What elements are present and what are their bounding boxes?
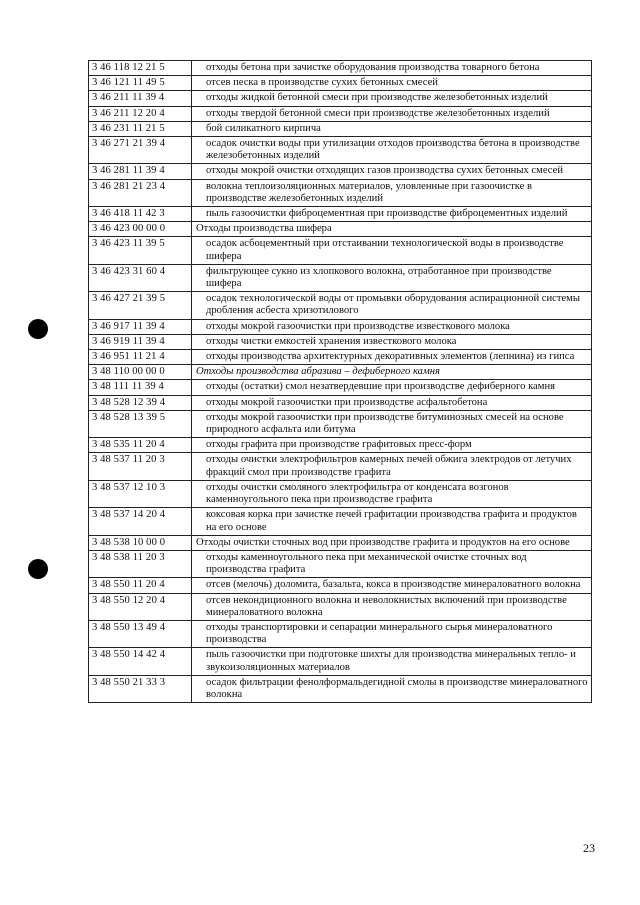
page-number: 23	[583, 841, 595, 855]
waste-code-cell: 3 46 917 11 39 4	[89, 319, 192, 334]
table-row	[89, 164, 592, 179]
waste-description-text: осадок технологической воды от промывки оборудования аспирационной системы дробления асбеста хризотилового	[206, 293, 581, 317]
waste-description-cell	[192, 350, 592, 365]
waste-description-cell	[192, 550, 592, 577]
waste-description-text: волокна теплоизоляционных материалов, уловленные при газоочистке в производстве железобетонных изделий	[206, 180, 533, 204]
waste-description-text: отходы графита при производстве графитовых пресс-форм	[206, 439, 472, 451]
binder-hole-top	[28, 319, 48, 339]
waste-description-cell	[192, 207, 592, 222]
waste-description-cell	[192, 453, 592, 480]
waste-description-text: отходы бетона при зачистке оборудования производства товарного бетона	[206, 62, 540, 73]
table-row	[89, 453, 592, 480]
table-row	[89, 334, 592, 349]
table-row	[89, 91, 592, 106]
waste-code-cell: 3 48 538 11 20 3	[89, 550, 192, 577]
waste-description-cell	[192, 179, 592, 206]
waste-code-cell: 3 46 418 11 42 3	[89, 207, 192, 222]
waste-description-cell	[192, 675, 592, 702]
waste-description-cell	[192, 164, 592, 179]
waste-code-cell: 3 46 211 11 39 4	[89, 91, 192, 106]
waste-description-cell	[192, 334, 592, 349]
table-row	[89, 508, 592, 535]
table-row	[89, 480, 592, 507]
waste-code-cell: 3 48 528 13 39 5	[89, 410, 192, 437]
waste-description-text: коксовая корка при зачистке печей графитации производства графита и продуктов на его основе	[206, 509, 577, 533]
waste-description-cell	[192, 264, 592, 291]
table-row	[89, 593, 592, 620]
waste-code-cell: 3 46 211 12 20 4	[89, 106, 192, 121]
table-row	[89, 578, 592, 593]
waste-description-text: осадок очистки воды при утилизации отходов производства бетона в производстве железобетонных изделий	[206, 138, 580, 162]
waste-description-cell	[192, 593, 592, 620]
waste-codes-table	[88, 60, 592, 703]
waste-description-text: фильтрующее сукно из хлопкового волокна, отработанное при производстве шифера	[206, 265, 552, 290]
waste-code-cell: 3 48 537 12 10 3	[89, 480, 192, 507]
waste-description-text: отсев песка в производстве сухих бетонных смесей	[206, 77, 438, 89]
waste-code-cell: 3 48 550 13 49 4	[89, 620, 192, 647]
waste-code-cell: 3 46 231 11 21 5	[89, 121, 192, 136]
waste-description-text: пыль газоочистки фиброцементная при производстве фиброцементных изделий	[206, 208, 568, 220]
waste-description-cell	[192, 121, 592, 136]
waste-description-text: отходы твердой бетонной смеси при производстве железобетонных изделий	[206, 107, 550, 119]
waste-code-cell: 3 48 537 14 20 4	[89, 508, 192, 535]
waste-description-cell	[192, 237, 592, 264]
table-row	[89, 395, 592, 410]
waste-description-cell	[192, 106, 592, 121]
waste-description-cell	[192, 410, 592, 437]
waste-description-cell	[192, 91, 592, 106]
waste-code-cell: 3 46 423 11 39 5	[89, 237, 192, 264]
table-row	[89, 410, 592, 437]
waste-description-cell	[192, 438, 592, 453]
waste-description-cell	[192, 137, 592, 164]
table-row	[89, 319, 592, 334]
waste-description-text: отходы производства архитектурных декоративных элементов (лепнина) из гипса	[206, 351, 575, 363]
waste-description-cell	[192, 578, 592, 593]
waste-description-cell	[192, 292, 592, 319]
waste-description-cell	[192, 508, 592, 535]
waste-description-text: отходы мокрой газоочистки при производстве битуминозных смесей на основе природного асфальта или битума	[206, 411, 564, 436]
waste-description-cell	[192, 535, 592, 550]
waste-description-text: Отходы очистки сточных вод при производстве графита и продуктов на его основе	[196, 536, 570, 548]
waste-code-cell: 3 48 538 10 00 0	[89, 535, 192, 550]
waste-description-cell	[192, 76, 592, 91]
waste-code-cell: 3 46 281 11 39 4	[89, 164, 192, 179]
waste-code-cell: 3 48 528 12 39 4	[89, 395, 192, 410]
waste-code-cell: 3 46 919 11 39 4	[89, 334, 192, 349]
table-row	[89, 264, 592, 291]
waste-description-text: отходы транспортировки и сепарации минерального сырья минераловатного производства	[206, 621, 553, 646]
waste-description-cell	[192, 222, 592, 237]
waste-description-text: отходы очистки электрофильтров камерных печей обжига электродов от летучих фракций смол при производстве графита	[206, 454, 572, 478]
binder-hole-bottom	[28, 559, 48, 579]
waste-description-cell	[192, 648, 592, 675]
waste-code-cell: 3 48 550 11 20 4	[89, 578, 192, 593]
table-row	[89, 438, 592, 453]
waste-code-cell: 3 46 951 11 21 4	[89, 350, 192, 365]
waste-description-text: отходы мокрой газоочистки при производстве известкового молока	[206, 320, 510, 332]
table-row	[89, 179, 592, 206]
waste-code-cell: 3 48 110 00 00 0	[89, 365, 192, 380]
waste-code-cell: 3 46 423 00 00 0	[89, 222, 192, 237]
waste-code-cell: 3 48 535 11 20 4	[89, 438, 192, 453]
table-row	[89, 106, 592, 121]
waste-description-text: бой силикатного кирпича	[206, 122, 321, 134]
waste-description-text: отходы мокрой очистки отходящих газов производства сухих бетонных смесей	[206, 165, 563, 177]
table-row	[89, 675, 592, 702]
waste-description-text: отходы мокрой газоочистки при производстве асфальтобетона	[206, 396, 488, 408]
waste-code-cell: 3 46 427 21 39 5	[89, 292, 192, 319]
table-row	[89, 550, 592, 577]
waste-description-text: Отходы производства абразива – дефиберного камня	[196, 366, 440, 378]
table-row	[89, 350, 592, 365]
waste-description-text: отходы каменноугольного пека при механической очистке сточных вод производства графита	[206, 551, 527, 576]
waste-description-text: отходы (остатки) смол незатвердевшие при производстве дефиберного камня	[206, 381, 556, 393]
waste-description-cell	[192, 365, 592, 380]
waste-code-cell: 3 46 118 12 21 5	[89, 61, 192, 76]
waste-description-text: пыль газоочистки при подготовке шихты для производства минеральных тепло- и звукоизоляционных материалов	[206, 649, 576, 673]
waste-description-text: отходы очистки смоляного электрофильтра от конденсата возгонов каменноугольного пека при производстве графита	[206, 481, 509, 506]
table-row	[89, 620, 592, 647]
waste-description-cell	[192, 395, 592, 410]
waste-description-text: отсев (мелочь) доломита, базальта, кокса в производстве минераловатного волокна	[206, 579, 581, 591]
waste-code-cell: 3 48 111 11 39 4	[89, 380, 192, 395]
waste-description-text: осадок фильтрации фенолформальдегидной смолы в производстве минераловатного волокна	[206, 676, 588, 700]
table-group-row	[89, 535, 592, 550]
waste-code-cell: 3 48 550 12 20 4	[89, 593, 192, 620]
waste-description-cell	[192, 61, 592, 76]
waste-description-cell	[192, 480, 592, 507]
table-row	[89, 207, 592, 222]
waste-description-text: отходы чистки емкостей хранения известкового молока	[206, 335, 457, 347]
table-body	[89, 61, 592, 703]
waste-code-cell: 3 46 281 21 23 4	[89, 179, 192, 206]
table-group-row	[89, 222, 592, 237]
table-row	[89, 121, 592, 136]
table-row	[89, 380, 592, 395]
waste-code-cell: 3 46 423 31 60 4	[89, 264, 192, 291]
waste-description-cell	[192, 620, 592, 647]
waste-description-text: отсев некондиционного волокна и неволокнистых включений при производстве минераловатного волокна	[206, 594, 567, 618]
waste-code-cell: 3 46 121 11 49 5	[89, 76, 192, 91]
table-row	[89, 76, 592, 91]
waste-description-text: отходы жидкой бетонной смеси при производстве железобетонных изделий	[206, 92, 548, 104]
waste-description-cell	[192, 380, 592, 395]
table-row	[89, 237, 592, 264]
waste-code-cell: 3 46 271 21 39 4	[89, 137, 192, 164]
waste-description-cell	[192, 319, 592, 334]
table-row	[89, 648, 592, 675]
waste-code-cell: 3 48 550 21 33 3	[89, 675, 192, 702]
waste-code-cell: 3 48 537 11 20 3	[89, 453, 192, 480]
table-group-row	[89, 365, 592, 380]
table-row	[89, 61, 592, 76]
waste-description-text: осадок асбоцементный при отстаивании технологической воды в производстве шифера	[206, 238, 564, 262]
waste-description-text: Отходы производства шифера	[196, 223, 332, 235]
table-row	[89, 292, 592, 319]
waste-code-cell: 3 48 550 14 42 4	[89, 648, 192, 675]
table-row	[89, 137, 592, 164]
